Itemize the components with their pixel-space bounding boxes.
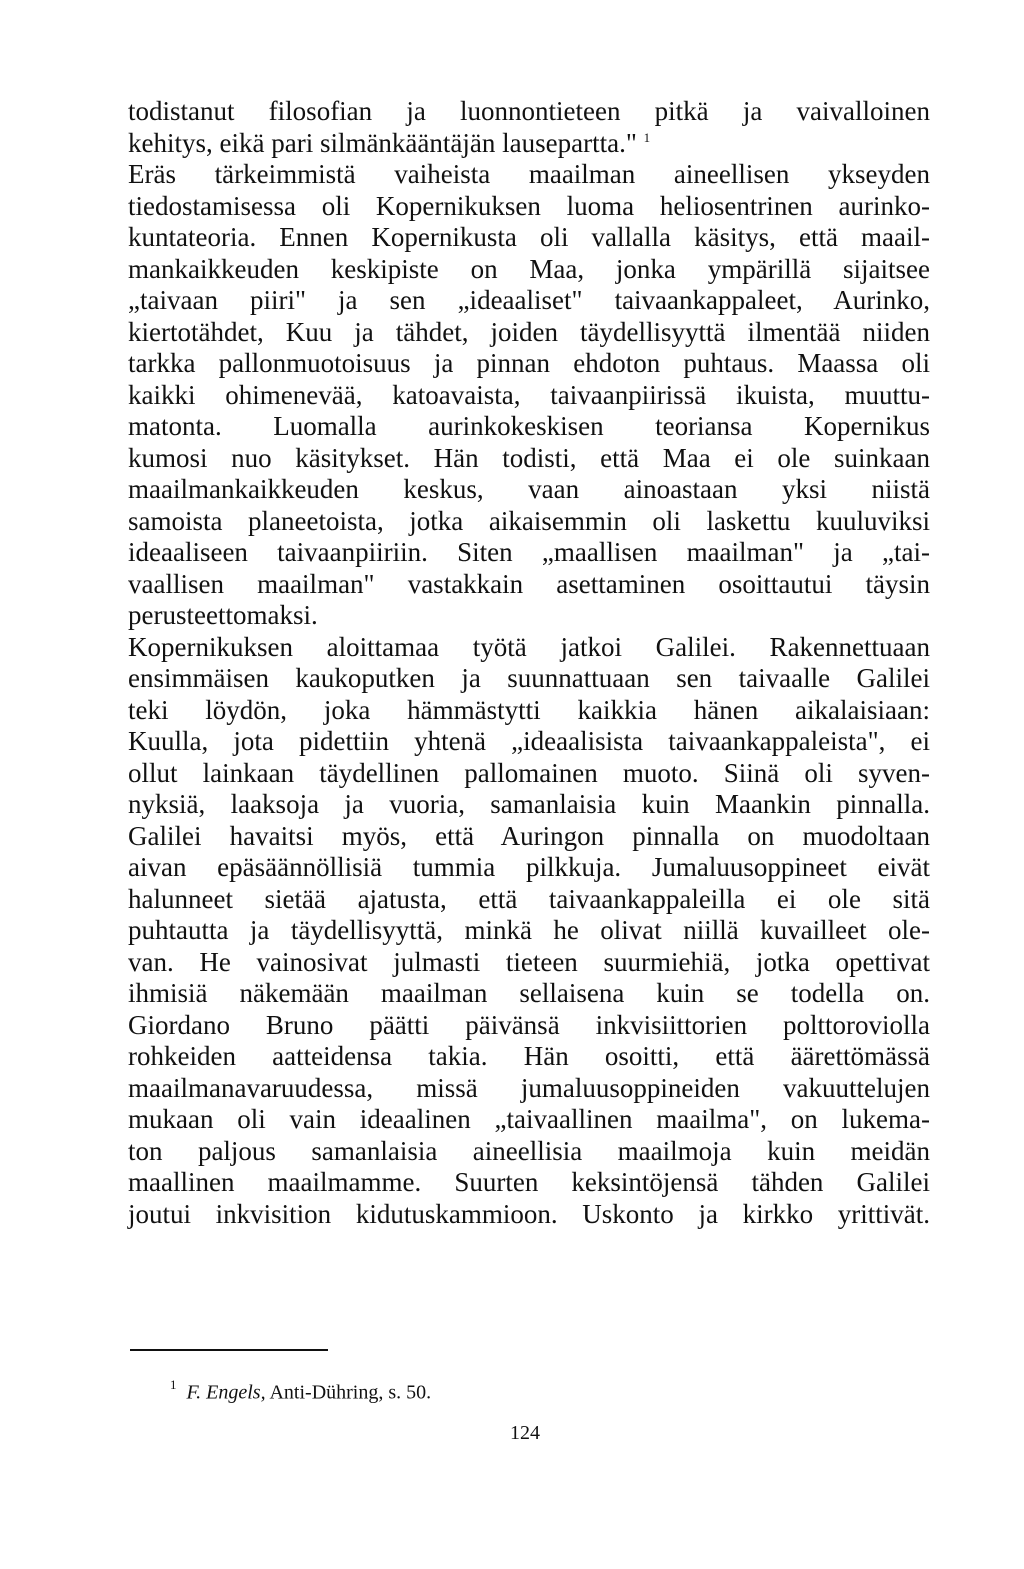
text-line-12: kumosi nuo käsitykset. Hän todisti, että Maa ei ole suinkaan bbox=[128, 442, 930, 473]
text-line-14: samoista planeetoista, jotka aikaisemmin oli laskettu kuuluviksi bbox=[128, 505, 930, 536]
text-line-9: tarkka pallonmuotoisuus ja pinnan ehdoton puhtaus. Maassa oli bbox=[128, 348, 930, 378]
text-line-36: joutui inkvisition kidutuskammioon. Uskonto ja kirkko yrittivät. bbox=[128, 1198, 930, 1229]
text-line-19: ensimmäisen kaukoputken ja suunnattuaan sen taivaalle Galilei bbox=[128, 663, 930, 693]
text-line-27: puhtautta ja täydellisyyttä, minkä he olivat niillä kuvailleet ole- bbox=[128, 915, 930, 945]
text-line-25: aivan epäsäännöllisiä tummia pilkkuja. Jumaluusoppineet eivät bbox=[128, 852, 930, 882]
text-line-22: ollut lainkaan täydellinen pallomainen muoto. Siinä oli syven- bbox=[128, 757, 930, 788]
text-line-11: matonta. Luomalla aurinkokeskisen teoriansa Kopernikus bbox=[128, 411, 930, 441]
text-line-29: ihmisiä näkemään maailman sellaisena kuin se todella on. bbox=[128, 978, 930, 1008]
text-line-20: teki löydön, joka hämmästytti kaikkia hänen aikalaisiaan: bbox=[128, 694, 930, 725]
page-body bbox=[128, 96, 930, 1230]
text-line-1: todistanut filosofian ja luonnontieteen pitkä ja vaivalloinen bbox=[128, 96, 930, 126]
text-line-21: Kuulla, jota pidettiin yhtenä „ideaalisista taivaankappaleista", ei bbox=[128, 726, 930, 756]
text-line-24: Galilei havaitsi myös, että Auringon pinnalla on muodoltaan bbox=[128, 820, 930, 851]
text-line-6: mankaikkeuden keskipiste on Maa, jonka ympärillä sijaitsee bbox=[128, 253, 930, 284]
text-line-13: maailmankaikkeuden keskus, vaan ainoastaan yksi niistä bbox=[128, 474, 930, 504]
text-line-4: tiedostamisessa oli Kopernikuksen luoma heliosentrinen aurinko- bbox=[128, 190, 930, 221]
text-line-2-text: kehitys, eikä pari silmänkääntäjän lausepartta." bbox=[128, 127, 637, 158]
text-line-2 bbox=[128, 128, 930, 160]
text-line-18: Kopernikuksen aloittamaa työtä jatkoi Galilei. Rakennettuaan bbox=[128, 631, 930, 662]
text-line-34: ton paljous samanlaisia aineellisia maailmoja kuin meidän bbox=[128, 1135, 930, 1166]
footnote-marker: 1 bbox=[170, 1377, 177, 1392]
footnote-author: F. Engels, bbox=[186, 1381, 266, 1404]
footnote-reference[interactable]: 1 bbox=[643, 129, 651, 145]
text-line-8: kiertotähdet, Kuu ja tähdet, joiden täydellisyyttä ilmentää niiden bbox=[128, 316, 930, 347]
footnote bbox=[170, 1374, 431, 1406]
text-line-35: maallinen maailmamme. Suurten keksintöjensä tähden Galilei bbox=[128, 1167, 930, 1197]
text-line-3: Eräs tärkeimmistä vaiheista maailman aineellisen ykseyden bbox=[128, 159, 930, 189]
footnote-work: Anti-Dühring, s. 50. bbox=[269, 1381, 432, 1404]
text-line-30: Giordano Bruno päätti päivänsä inkvisiittorien polttoroviolla bbox=[128, 1009, 930, 1040]
text-line-31: rohkeiden aatteidensa takia. Hän osoitti, että äärettömässä bbox=[128, 1041, 930, 1071]
text-line-5: kuntateoria. Ennen Kopernikusta oli vallalla käsitys, että maail- bbox=[128, 222, 930, 252]
page-number: 124 bbox=[510, 1422, 540, 1444]
text-line-17: perusteettomaksi. bbox=[128, 600, 318, 630]
text-line-7: „taivaan piiri" ja sen „ideaaliset" taivaankappaleet, Aurinko, bbox=[128, 285, 930, 315]
text-line-16: vaallisen maailman" vastakkain asettaminen osoittautui täysin bbox=[128, 568, 930, 599]
text-line-28: van. He vainosivat julmasti tieteen suurmiehiä, jotka opettivat bbox=[128, 946, 930, 977]
text-line-23: nyksiä, laaksoja ja vuoria, samanlaisia kuin Maankin pinnalla. bbox=[128, 789, 930, 819]
text-line-33: mukaan oli vain ideaalinen „taivaallinen maailma", on lukema- bbox=[128, 1104, 930, 1134]
text-line-26: halunneet sietää ajatusta, että taivaankappaleilla ei ole sitä bbox=[128, 883, 930, 914]
text-line-10: kaikki ohimenevää, katoavaista, taivaanpiirissä ikuista, muuttu- bbox=[128, 379, 930, 410]
text-line-15: ideaaliseen taivaanpiiriin. Siten „maallisen maailman" ja „tai- bbox=[128, 537, 930, 567]
text-line-32: maailmanavaruudessa, missä jumaluusoppineiden vakuuttelujen bbox=[128, 1072, 930, 1103]
footnote-divider bbox=[130, 1349, 328, 1351]
